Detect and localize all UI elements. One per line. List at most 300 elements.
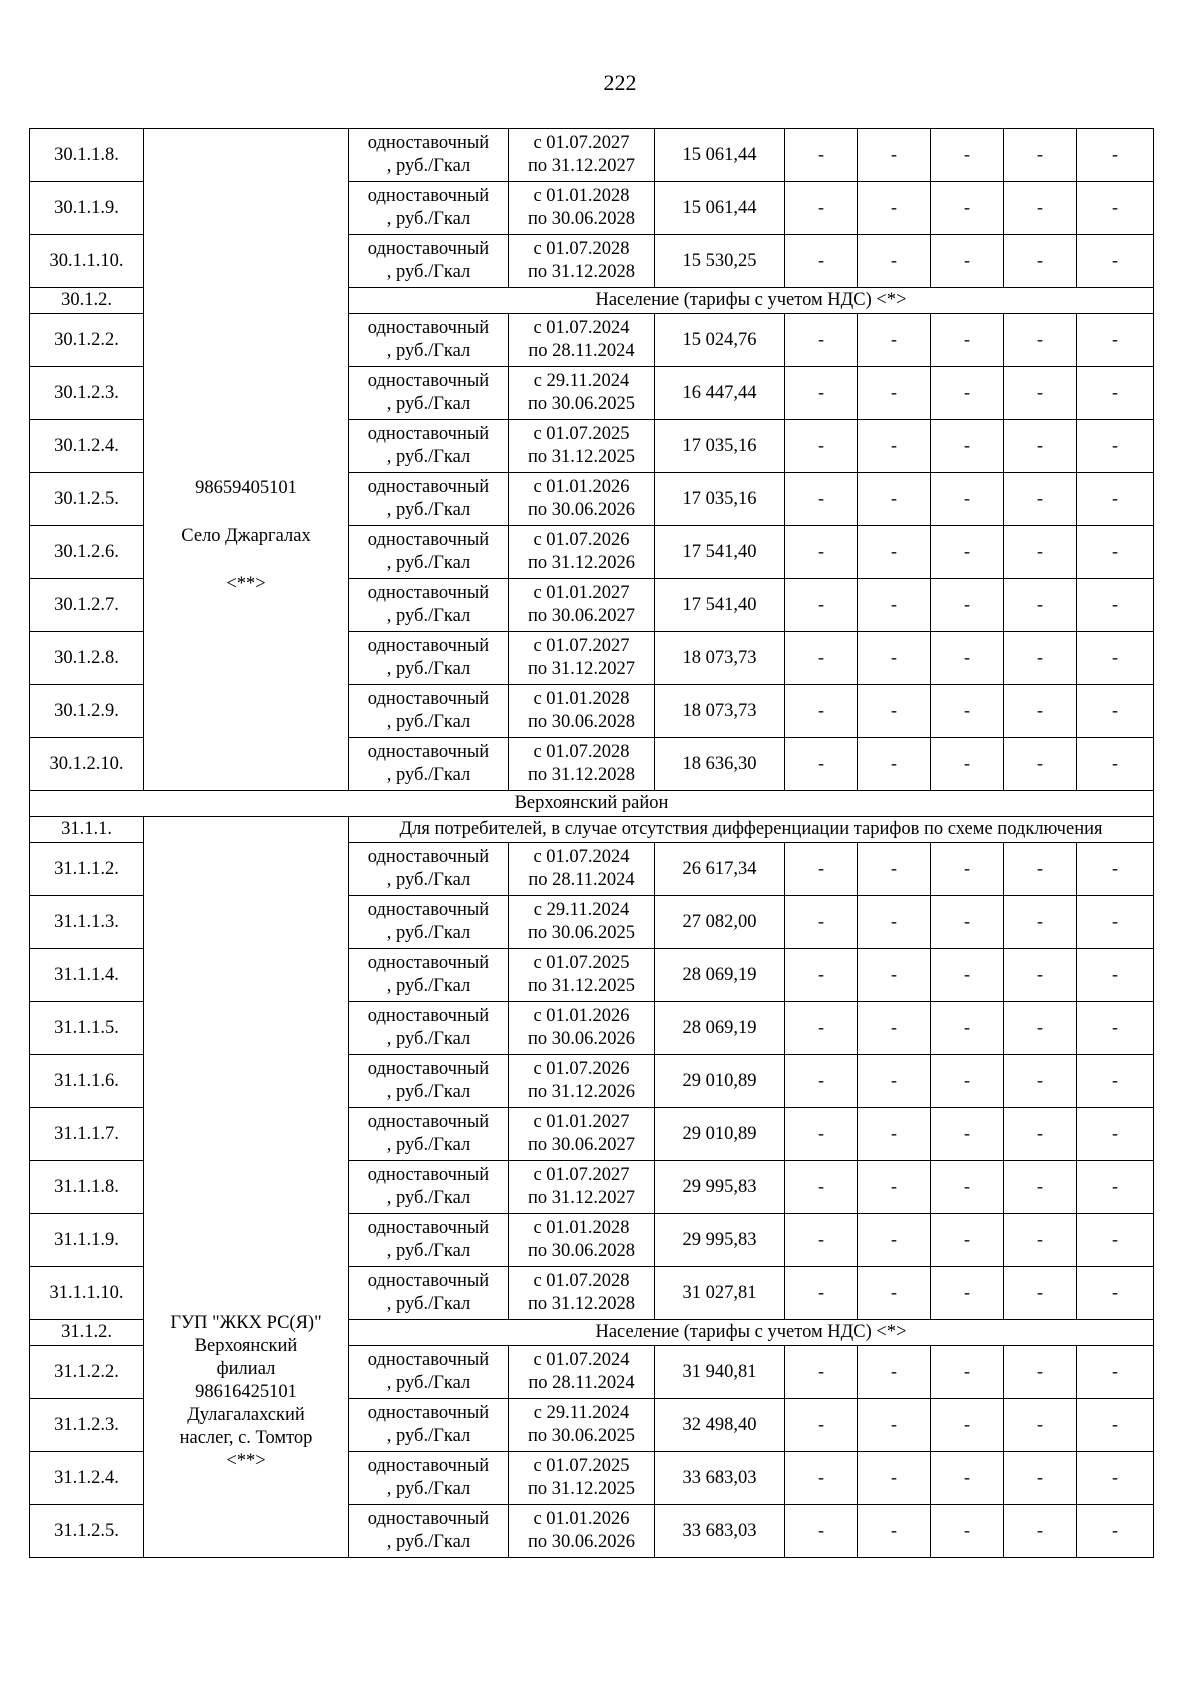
row-code xyxy=(30,182,144,235)
dash: - xyxy=(1112,1176,1118,1196)
dash: - xyxy=(1037,594,1043,614)
row-code-text: 31.1.1.7. xyxy=(54,1123,119,1144)
dash: - xyxy=(964,1176,970,1196)
dash: - xyxy=(1037,700,1043,720)
empty-value-cell xyxy=(858,182,931,235)
row-code-text: 30.1.2.8. xyxy=(54,647,119,668)
tariff-type-line-1: одноставочный xyxy=(367,636,490,656)
period-from: с 01.07.2027 xyxy=(533,133,630,153)
empty-value-cell xyxy=(1004,685,1077,738)
dash: - xyxy=(1037,1070,1043,1090)
dash: - xyxy=(891,250,897,270)
empty-value-cell xyxy=(931,1452,1004,1505)
period-from: с 01.01.2026 xyxy=(533,1509,630,1529)
period xyxy=(509,1055,655,1108)
tariff-type xyxy=(349,420,509,473)
row-code-text: 30.1.2.5. xyxy=(54,488,119,509)
oktmo-code: 98659405101 xyxy=(195,477,297,498)
dash: - xyxy=(891,329,897,349)
tariff-type-line-2: , руб./Гкал xyxy=(386,1479,471,1499)
period-from: с 29.11.2024 xyxy=(533,900,630,920)
tariff-value xyxy=(655,420,785,473)
tariff-type-line-2: , руб./Гкал xyxy=(386,262,471,282)
dash: - xyxy=(1037,488,1043,508)
dash: - xyxy=(818,647,824,667)
empty-value-cell xyxy=(1077,1267,1154,1320)
tariff-type-line-2: , руб./Гкал xyxy=(386,1426,471,1446)
period-from: с 01.01.2028 xyxy=(533,1218,630,1238)
tariff-value xyxy=(655,1108,785,1161)
section-label xyxy=(349,288,1154,314)
period-to: по 31.12.2025 xyxy=(527,1479,636,1499)
dash: - xyxy=(964,700,970,720)
tariff-type xyxy=(349,738,509,791)
dash: - xyxy=(1112,144,1118,164)
tariff-value-text: 15 061,44 xyxy=(682,144,757,165)
tariff-type xyxy=(349,632,509,685)
period-to: по 30.06.2025 xyxy=(527,394,636,414)
empty-value-cell xyxy=(1004,1161,1077,1214)
empty-value-cell xyxy=(785,420,858,473)
tariff-type-line-1: одноставочный xyxy=(367,1403,490,1423)
tariff-type-line-2: , руб./Гкал xyxy=(386,447,471,467)
dash: - xyxy=(818,700,824,720)
tariff-type-line-1: одноставочный xyxy=(367,1509,490,1529)
empty-value-cell xyxy=(931,1267,1004,1320)
dash: - xyxy=(818,144,824,164)
period-from: с 01.07.2025 xyxy=(533,953,630,973)
empty-value-cell xyxy=(785,738,858,791)
tariff-type xyxy=(349,896,509,949)
empty-value-cell xyxy=(785,526,858,579)
tariff-value-text: 15 024,76 xyxy=(682,329,757,350)
empty-value-cell xyxy=(785,1505,858,1558)
period-from: с 01.01.2026 xyxy=(533,477,630,497)
empty-value-cell xyxy=(931,1505,1004,1558)
tariff-value xyxy=(655,1452,785,1505)
tariff-type xyxy=(349,579,509,632)
row-code xyxy=(30,843,144,896)
dash: - xyxy=(964,1017,970,1037)
period-to: по 30.06.2027 xyxy=(527,606,636,626)
empty-value-cell xyxy=(858,235,931,288)
branch-line-1: Верхоянский xyxy=(194,1335,298,1356)
dash: - xyxy=(818,1229,824,1249)
tariff-type-line-2: , руб./Гкал xyxy=(386,1241,471,1261)
tariff-value xyxy=(655,314,785,367)
empty-value-cell xyxy=(1077,1055,1154,1108)
dash: - xyxy=(818,753,824,773)
dash: - xyxy=(1112,1282,1118,1302)
empty-value-cell xyxy=(931,367,1004,420)
tariff-value-text: 15 061,44 xyxy=(682,197,757,218)
tariff-table-body xyxy=(30,129,1154,1558)
dash: - xyxy=(1037,1176,1043,1196)
empty-value-cell xyxy=(1077,1108,1154,1161)
dash: - xyxy=(818,1520,824,1540)
empty-value-cell xyxy=(1004,1002,1077,1055)
empty-value-cell xyxy=(858,1505,931,1558)
row-code xyxy=(30,1055,144,1108)
empty-value-cell xyxy=(1077,579,1154,632)
empty-value-cell xyxy=(931,1161,1004,1214)
period xyxy=(509,420,655,473)
row-code xyxy=(30,579,144,632)
empty-value-cell xyxy=(858,1267,931,1320)
empty-value-cell xyxy=(931,843,1004,896)
dash: - xyxy=(1037,1017,1043,1037)
tariff-type-line-1: одноставочный xyxy=(367,900,490,920)
row-code xyxy=(30,235,144,288)
row-code xyxy=(30,949,144,1002)
empty-value-cell xyxy=(858,1002,931,1055)
dash: - xyxy=(1037,1520,1043,1540)
tariff-value-text: 32 498,40 xyxy=(682,1414,757,1435)
page-number: 222 xyxy=(603,70,637,95)
tariff-type xyxy=(349,1108,509,1161)
empty-value-cell xyxy=(1004,420,1077,473)
period xyxy=(509,1346,655,1399)
period-to: по 31.12.2028 xyxy=(527,1294,636,1314)
tariff-value xyxy=(655,129,785,182)
dash: - xyxy=(1112,382,1118,402)
period-from: с 01.01.2027 xyxy=(533,583,630,603)
period xyxy=(509,738,655,791)
period xyxy=(509,685,655,738)
period xyxy=(509,526,655,579)
branch-line-2: филиал xyxy=(216,1358,276,1379)
dash: - xyxy=(891,1070,897,1090)
tariff-type-line-1: одноставочный xyxy=(367,1350,490,1370)
empty-value-cell xyxy=(931,473,1004,526)
tariff-type xyxy=(349,473,509,526)
tariff-type-line-1: одноставочный xyxy=(367,847,490,867)
period xyxy=(509,1505,655,1558)
row-code xyxy=(30,1161,144,1214)
dash: - xyxy=(964,382,970,402)
empty-value-cell xyxy=(785,685,858,738)
dash: - xyxy=(1112,1467,1118,1487)
tariff-value xyxy=(655,896,785,949)
empty-value-cell xyxy=(1004,182,1077,235)
dash: - xyxy=(964,1123,970,1143)
dash: - xyxy=(1037,329,1043,349)
dash: - xyxy=(818,964,824,984)
tariff-value xyxy=(655,1267,785,1320)
empty-value-cell xyxy=(858,685,931,738)
period-from: с 01.07.2027 xyxy=(533,636,630,656)
period-to: по 31.12.2027 xyxy=(527,659,636,679)
period-to: по 30.06.2026 xyxy=(527,1532,636,1552)
tariff-type-line-1: одноставочный xyxy=(367,1006,490,1026)
dash: - xyxy=(891,435,897,455)
tariff-type-line-2: , руб./Гкал xyxy=(386,1373,471,1393)
tariff-type-line-1: одноставочный xyxy=(367,742,490,762)
dash: - xyxy=(1112,250,1118,270)
tariff-type-line-2: , руб./Гкал xyxy=(386,1294,471,1314)
dash: - xyxy=(818,435,824,455)
row-code-text: 30.1.2.9. xyxy=(54,700,119,721)
empty-value-cell xyxy=(1077,632,1154,685)
section-row xyxy=(30,817,1154,843)
empty-value-cell xyxy=(1077,1002,1154,1055)
section-label-text: Для потребителей, в случае отсутствия дифференциации тарифов по схеме подключения xyxy=(399,819,1103,839)
row-code-text: 30.1.2.7. xyxy=(54,594,119,615)
empty-value-cell xyxy=(1004,129,1077,182)
dash: - xyxy=(964,541,970,561)
period-from: с 29.11.2024 xyxy=(533,371,630,391)
empty-value-cell xyxy=(858,367,931,420)
row-code xyxy=(30,367,144,420)
dash: - xyxy=(964,1467,970,1487)
empty-value-cell xyxy=(1004,949,1077,1002)
tariff-value xyxy=(655,579,785,632)
dash: - xyxy=(891,1520,897,1540)
settlement-line-1: Дулагалахский xyxy=(187,1404,305,1425)
empty-value-cell xyxy=(1077,949,1154,1002)
organization-name: ГУП "ЖКХ РС(Я)" xyxy=(170,1312,322,1333)
period-from: с 01.07.2024 xyxy=(533,1350,630,1370)
empty-value-cell xyxy=(785,1267,858,1320)
empty-value-cell xyxy=(931,632,1004,685)
tariff-type-line-1: одноставочный xyxy=(367,1059,490,1079)
dash: - xyxy=(818,911,824,931)
tariff-value-text: 17 035,16 xyxy=(682,435,757,456)
dash: - xyxy=(891,1282,897,1302)
period-to: по 30.06.2028 xyxy=(527,712,636,732)
row-code xyxy=(30,420,144,473)
period-from: с 01.01.2028 xyxy=(533,186,630,206)
empty-value-cell xyxy=(931,1399,1004,1452)
empty-value-cell xyxy=(931,235,1004,288)
dash: - xyxy=(1037,753,1043,773)
period xyxy=(509,182,655,235)
tariff-type-line-1: одноставочный xyxy=(367,953,490,973)
tariff-type-line-2: , руб./Гкал xyxy=(386,976,471,996)
dash: - xyxy=(1037,1467,1043,1487)
row-code-text: 31.1.1.9. xyxy=(54,1229,119,1250)
period-to: по 30.06.2026 xyxy=(527,500,636,520)
dash: - xyxy=(964,329,970,349)
tariff-value-text: 27 082,00 xyxy=(682,911,757,932)
period-from: с 01.07.2025 xyxy=(533,1456,630,1476)
tariff-type xyxy=(349,1505,509,1558)
dash: - xyxy=(964,197,970,217)
period-to: по 30.06.2026 xyxy=(527,1029,636,1049)
dash: - xyxy=(1112,911,1118,931)
empty-value-cell xyxy=(931,182,1004,235)
empty-value-cell xyxy=(931,1002,1004,1055)
period-to: по 31.12.2028 xyxy=(527,262,636,282)
tariff-type-line-2: , руб./Гкал xyxy=(386,923,471,943)
period-to: по 31.12.2026 xyxy=(527,553,636,573)
tariff-value xyxy=(655,1399,785,1452)
tariff-value xyxy=(655,1214,785,1267)
dash: - xyxy=(1112,197,1118,217)
empty-value-cell xyxy=(1077,1214,1154,1267)
dash: - xyxy=(1037,1414,1043,1434)
period-from: с 01.07.2024 xyxy=(533,847,630,867)
oktmo-code: 98616425101 xyxy=(195,1381,297,1402)
tariff-value xyxy=(655,632,785,685)
tariff-type-line-2: , руб./Гкал xyxy=(386,712,471,732)
period-to: по 30.06.2028 xyxy=(527,209,636,229)
tariff-type xyxy=(349,685,509,738)
dash: - xyxy=(1037,250,1043,270)
dash: - xyxy=(964,753,970,773)
empty-value-cell xyxy=(858,1452,931,1505)
dash: - xyxy=(1037,382,1043,402)
tariff-type-line-1: одноставочный xyxy=(367,1112,490,1132)
tariff-type-line-2: , руб./Гкал xyxy=(386,209,471,229)
section-code xyxy=(30,817,144,843)
empty-value-cell xyxy=(1004,843,1077,896)
row-code xyxy=(30,738,144,791)
tariff-type-line-2: , руб./Гкал xyxy=(386,1135,471,1155)
tariff-type-line-2: , руб./Гкал xyxy=(386,500,471,520)
empty-value-cell xyxy=(858,579,931,632)
dash: - xyxy=(1112,964,1118,984)
empty-value-cell xyxy=(1004,367,1077,420)
tariff-value xyxy=(655,1346,785,1399)
empty-value-cell xyxy=(858,1399,931,1452)
period xyxy=(509,632,655,685)
empty-value-cell xyxy=(1077,1505,1154,1558)
dash: - xyxy=(891,700,897,720)
empty-value-cell xyxy=(1077,526,1154,579)
tariff-type xyxy=(349,526,509,579)
tariff-type-line-1: одноставочный xyxy=(367,1271,490,1291)
empty-value-cell xyxy=(1004,1399,1077,1452)
tariff-value xyxy=(655,473,785,526)
empty-value-cell xyxy=(1077,367,1154,420)
tariff-type xyxy=(349,1399,509,1452)
empty-value-cell xyxy=(1004,1452,1077,1505)
section-label-text: Население (тарифы с учетом НДС) <*> xyxy=(595,290,907,310)
row-code-text: 31.1.1.4. xyxy=(54,964,119,985)
empty-value-cell xyxy=(931,685,1004,738)
dash: - xyxy=(891,594,897,614)
tariff-type xyxy=(349,1161,509,1214)
tariff-type-line-2: , руб./Гкал xyxy=(386,553,471,573)
tariff-type xyxy=(349,367,509,420)
dash: - xyxy=(891,647,897,667)
row-code-text: 31.1.1.3. xyxy=(54,911,119,932)
dash: - xyxy=(964,964,970,984)
footnote-marker: <**> xyxy=(226,1450,266,1471)
empty-value-cell xyxy=(931,1346,1004,1399)
dash: - xyxy=(964,911,970,931)
tariff-value-text: 17 035,16 xyxy=(682,488,757,509)
dash: - xyxy=(964,1361,970,1381)
empty-value-cell xyxy=(1077,1399,1154,1452)
dash: - xyxy=(1112,1123,1118,1143)
period xyxy=(509,1214,655,1267)
dash: - xyxy=(1112,488,1118,508)
dash: - xyxy=(891,1361,897,1381)
tariff-type-line-1: одноставочный xyxy=(367,583,490,603)
row-code-text: 31.1.1.8. xyxy=(54,1176,119,1197)
tariff-value xyxy=(655,182,785,235)
period xyxy=(509,949,655,1002)
row-code xyxy=(30,1505,144,1558)
dash: - xyxy=(1037,858,1043,878)
row-code-text: 31.1.2.5. xyxy=(54,1520,119,1541)
tariff-type-line-2: , руб./Гкал xyxy=(386,870,471,890)
dash: - xyxy=(1112,594,1118,614)
row-code-text: 30.1.2.3. xyxy=(54,382,119,403)
period-from: с 01.07.2028 xyxy=(533,742,630,762)
tariff-value-text: 31 027,81 xyxy=(682,1282,757,1303)
empty-value-cell xyxy=(858,129,931,182)
tariff-value-text: 26 617,34 xyxy=(682,858,757,879)
tariff-type-line-1: одноставочный xyxy=(367,1218,490,1238)
tariff-type-line-2: , руб./Гкал xyxy=(386,156,471,176)
dash: - xyxy=(964,1414,970,1434)
dash: - xyxy=(964,1070,970,1090)
period-to: по 31.12.2027 xyxy=(527,156,636,176)
section-label xyxy=(349,1320,1154,1346)
tariff-value-text: 17 541,40 xyxy=(682,594,757,615)
tariff-value-text: 33 683,03 xyxy=(682,1520,757,1541)
dash: - xyxy=(1112,1070,1118,1090)
empty-value-cell xyxy=(1004,235,1077,288)
empty-value-cell xyxy=(858,420,931,473)
row-code xyxy=(30,896,144,949)
row-code-text: 31.1.1.10. xyxy=(49,1282,124,1303)
dash: - xyxy=(818,1070,824,1090)
dash: - xyxy=(1037,911,1043,931)
period xyxy=(509,1161,655,1214)
dash: - xyxy=(891,1123,897,1143)
row-code xyxy=(30,314,144,367)
dash: - xyxy=(818,1361,824,1381)
empty-value-cell xyxy=(1077,1346,1154,1399)
dash: - xyxy=(818,1017,824,1037)
tariff-type xyxy=(349,129,509,182)
dash: - xyxy=(964,488,970,508)
empty-value-cell xyxy=(1077,314,1154,367)
period-to: по 30.06.2028 xyxy=(527,1241,636,1261)
empty-value-cell xyxy=(785,896,858,949)
tariff-type-line-2: , руб./Гкал xyxy=(386,1082,471,1102)
empty-value-cell xyxy=(931,1214,1004,1267)
dash: - xyxy=(818,197,824,217)
dash: - xyxy=(818,541,824,561)
period xyxy=(509,314,655,367)
tariff-value xyxy=(655,526,785,579)
empty-value-cell xyxy=(858,1214,931,1267)
dash: - xyxy=(1037,435,1043,455)
tariff-value-text: 28 069,19 xyxy=(682,1017,757,1038)
row-code-text: 30.1.1.9. xyxy=(54,197,119,218)
empty-value-cell xyxy=(785,182,858,235)
period xyxy=(509,473,655,526)
empty-value-cell xyxy=(785,1399,858,1452)
tariff-value-text: 18 636,30 xyxy=(682,753,757,774)
period-to: по 31.12.2025 xyxy=(527,447,636,467)
empty-value-cell xyxy=(1004,579,1077,632)
period-from: с 29.11.2024 xyxy=(533,1403,630,1423)
dash: - xyxy=(964,858,970,878)
period xyxy=(509,1399,655,1452)
dash: - xyxy=(1037,144,1043,164)
period xyxy=(509,367,655,420)
empty-value-cell xyxy=(1077,1452,1154,1505)
section-code-text: 31.1.1. xyxy=(61,819,112,839)
tariff-type xyxy=(349,314,509,367)
empty-value-cell xyxy=(1077,685,1154,738)
